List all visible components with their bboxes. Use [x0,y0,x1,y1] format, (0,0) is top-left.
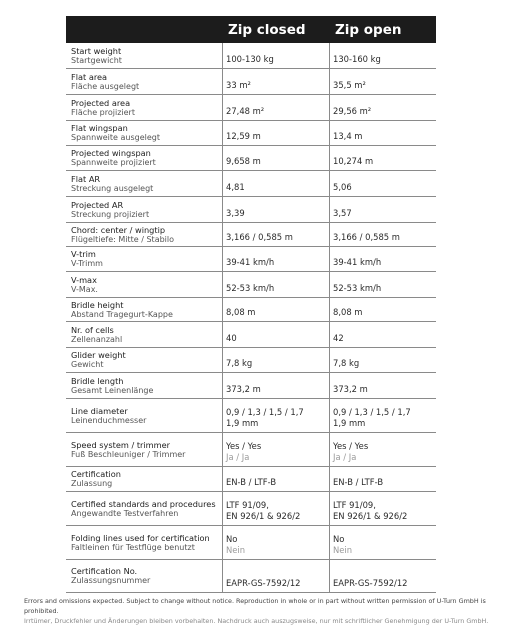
value-line: 7,8 kg [333,358,360,368]
value-zip-closed [223,373,330,398]
value-line: 3,39 [226,208,245,218]
value-line: LTF 91/09, [333,500,376,510]
value-line: EN-B / LTF-B [226,477,277,487]
row-label [66,399,223,432]
value-line: EN 926/1 & 926/2 [226,511,301,521]
value-line: 12,59 m [226,131,261,141]
row-label [66,322,223,347]
label-german: Zellenanzahl [71,334,123,344]
label-german: Angewandte Testverfahren [71,508,179,518]
value-line: 8,08 m [226,307,256,317]
value-line: 3,166 / 0,585 m [226,232,293,242]
value-zip-open [330,526,436,559]
value-line: 130-160 kg [333,54,381,64]
value-line: 33 m² [226,80,251,90]
value-zip-closed [223,526,330,559]
label-english: Flat wingspan [71,123,128,133]
value-zip-open [330,373,436,398]
label-german: Spannweite ausgelegt [71,133,160,142]
table-row [66,69,436,95]
label-german: Zulassungsnummer [71,576,151,585]
value-line: LTF 91/09, [226,500,269,510]
label-english: Certified standards and procedures [71,498,216,509]
value-line: 10,274 m [333,156,374,166]
value-zip-open [330,171,436,196]
label-english: Nr. of cells [71,324,114,335]
value-zip-open [330,146,436,170]
value-line: Nein [333,545,353,555]
value-line: 42 [333,333,344,343]
row-label [66,223,223,246]
value-zip-closed [223,560,330,592]
table-row [66,247,436,272]
label-english: V-max [71,274,97,285]
value-zip-open [330,492,436,525]
label-german: Fläche ausgelegt [71,81,140,91]
label-english: Bridle length [71,375,124,386]
table-header [66,16,436,43]
row-label [66,373,223,398]
row-label [66,247,223,271]
row-label [66,146,223,170]
table-row [66,399,436,433]
table-row [66,298,436,322]
row-label [66,95,223,120]
table-row [66,526,436,560]
value-line: 9,658 m [226,156,261,166]
value-line: 40 [226,333,237,343]
value-line: 1,9 mm [333,418,366,428]
header-zip-closed: Zip closed [228,21,306,38]
label-german: Gewicht [71,360,104,369]
row-label [66,492,223,525]
value-line: 0,9 / 1,3 / 1,5 / 1,7 [226,407,304,417]
value-line: EAPR-GS-7592/12 [226,578,301,588]
value-line: Yes / Yes [333,441,369,451]
disclaimer-english: Errors and omissions expected. Subject to change without notice. Reproduction in whole or in part without written permission of U-Turn GmbH is prohibited. [24,597,486,615]
table-row [66,272,436,298]
value-line: EN-B / LTF-B [333,477,384,487]
label-english: Speed system / trimmer [71,439,171,450]
value-zip-open [330,69,436,94]
label-german: Streckung ausgelegt [71,183,154,193]
row-label [66,171,223,196]
value-zip-open [330,322,436,347]
table-row [66,95,436,121]
label-german: Spannweite projiziert [71,158,156,167]
value-zip-open [330,197,436,222]
row-label [66,348,223,372]
value-line: EAPR-GS-7592/12 [333,578,408,588]
value-zip-closed [223,171,330,196]
label-english: Projected wingspan [71,148,151,158]
table-row [66,433,436,467]
value-zip-closed [223,492,330,525]
label-german: Abstand Tragegurt-Kappe [71,309,173,319]
value-line: 1,9 mm [226,418,259,428]
value-zip-closed [223,69,330,94]
row-label [66,69,223,94]
value-zip-open [330,399,436,432]
label-english: Bridle height [71,299,124,310]
value-zip-closed [223,95,330,120]
value-line: 29,56 m² [333,106,372,116]
value-zip-closed [223,247,330,271]
value-zip-closed [223,348,330,372]
label-english: Certification [71,469,121,479]
value-zip-open [330,298,436,321]
row-label [66,298,223,321]
value-line: Yes / Yes [226,441,262,451]
table-row [66,223,436,247]
value-zip-closed [223,298,330,321]
label-english: Glider weight [71,350,126,360]
value-line: 0,9 / 1,3 / 1,5 / 1,7 [333,407,411,417]
label-english: Line diameter [71,405,128,416]
row-label [66,560,223,592]
value-zip-closed [223,197,330,222]
row-label [66,467,223,491]
value-zip-open [330,95,436,120]
value-line: 13,4 m [333,131,363,141]
table-row [66,560,436,593]
row-label [66,121,223,145]
row-label [66,197,223,222]
value-zip-closed [223,146,330,170]
disclaimer-german: Irrtümer, Druckfehler und Änderungen bleiben vorbehalten. Nachdruck auch auszugsweise, nur mit schriftlicher Genehmigung der U-Turn GmbH. [24,617,489,625]
value-line: 8,08 m [333,307,363,317]
table-row [66,121,436,146]
table-row [66,467,436,492]
value-zip-open [330,272,436,297]
table-row [66,197,436,223]
label-english: Certification No. [71,566,138,576]
value-zip-closed [223,43,330,68]
label-english: Projected AR [71,199,124,210]
row-label [66,526,223,559]
label-german: Faltleinen für Testflüge benutzt [71,542,195,552]
value-line: 373,2 m [226,384,261,394]
value-line: 100-130 kg [226,54,274,64]
label-german: Startgewicht [71,55,122,65]
value-line: 35,5 m² [333,80,366,90]
label-english: Chord: center / wingtip [71,224,166,235]
row-label [66,43,223,68]
value-zip-open [330,247,436,271]
table-row [66,322,436,348]
label-german: V-Trimm [71,259,103,268]
label-english: V-trim [71,249,96,259]
label-german: Fläche projiziert [71,107,135,117]
value-line: 4,81 [226,182,245,192]
value-zip-open [330,43,436,68]
label-english: Flat AR [71,173,101,184]
table-body [66,43,436,593]
value-line: 39-41 km/h [226,257,275,267]
value-line: 39-41 km/h [333,257,382,267]
label-german: Fuß Beschleuniger / Trimmer [71,449,186,459]
value-line: 52-53 km/h [333,283,382,293]
table-row [66,146,436,171]
value-zip-closed [223,322,330,347]
value-line: 3,57 [333,208,352,218]
label-german: Flügeltiefe: Mitte / Stabilo [71,234,175,244]
value-zip-closed [223,121,330,145]
value-line: Ja / Ja [226,452,250,462]
value-line: 5,06 [333,182,352,192]
label-german: Gesamt Leinenlänge [71,385,154,395]
value-line: 52-53 km/h [226,283,275,293]
table-row [66,43,436,69]
label-english: Projected area [71,97,131,108]
label-english: Flat area [71,71,108,82]
value-zip-open [330,433,436,466]
table-row [66,348,436,373]
label-german: V-Max. [71,284,98,294]
value-zip-open [330,560,436,592]
value-line: No [226,534,238,544]
row-label [66,433,223,466]
table-row [66,373,436,399]
value-line: 27,48 m² [226,106,265,116]
header-blank-cell [66,16,223,43]
value-zip-closed [223,399,330,432]
value-line: Ja / Ja [333,452,357,462]
label-german: Zulassung [71,479,113,488]
value-line: 3,166 / 0,585 m [333,232,400,242]
value-line: 373,2 m [333,384,368,394]
value-zip-closed [223,433,330,466]
value-zip-closed [223,272,330,297]
value-line: EN 926/1 & 926/2 [333,511,408,521]
value-zip-open [330,121,436,145]
row-label [66,272,223,297]
value-line: Nein [226,545,246,555]
label-german: Leinenduchmesser [71,415,147,425]
value-zip-open [330,223,436,246]
value-zip-open [330,348,436,372]
value-line: No [333,534,345,544]
spec-table [66,16,436,593]
value-zip-closed [223,467,330,491]
table-row [66,492,436,526]
label-english: Folding lines used for certification [71,532,210,543]
disclaimer [24,596,494,626]
header-zip-open: Zip open [335,21,402,38]
value-line: 7,8 kg [226,358,253,368]
value-zip-closed [223,223,330,246]
value-zip-open [330,467,436,491]
table-row [66,171,436,197]
label-german: Streckung projiziert [71,209,150,219]
label-english: Start weight [71,45,122,56]
